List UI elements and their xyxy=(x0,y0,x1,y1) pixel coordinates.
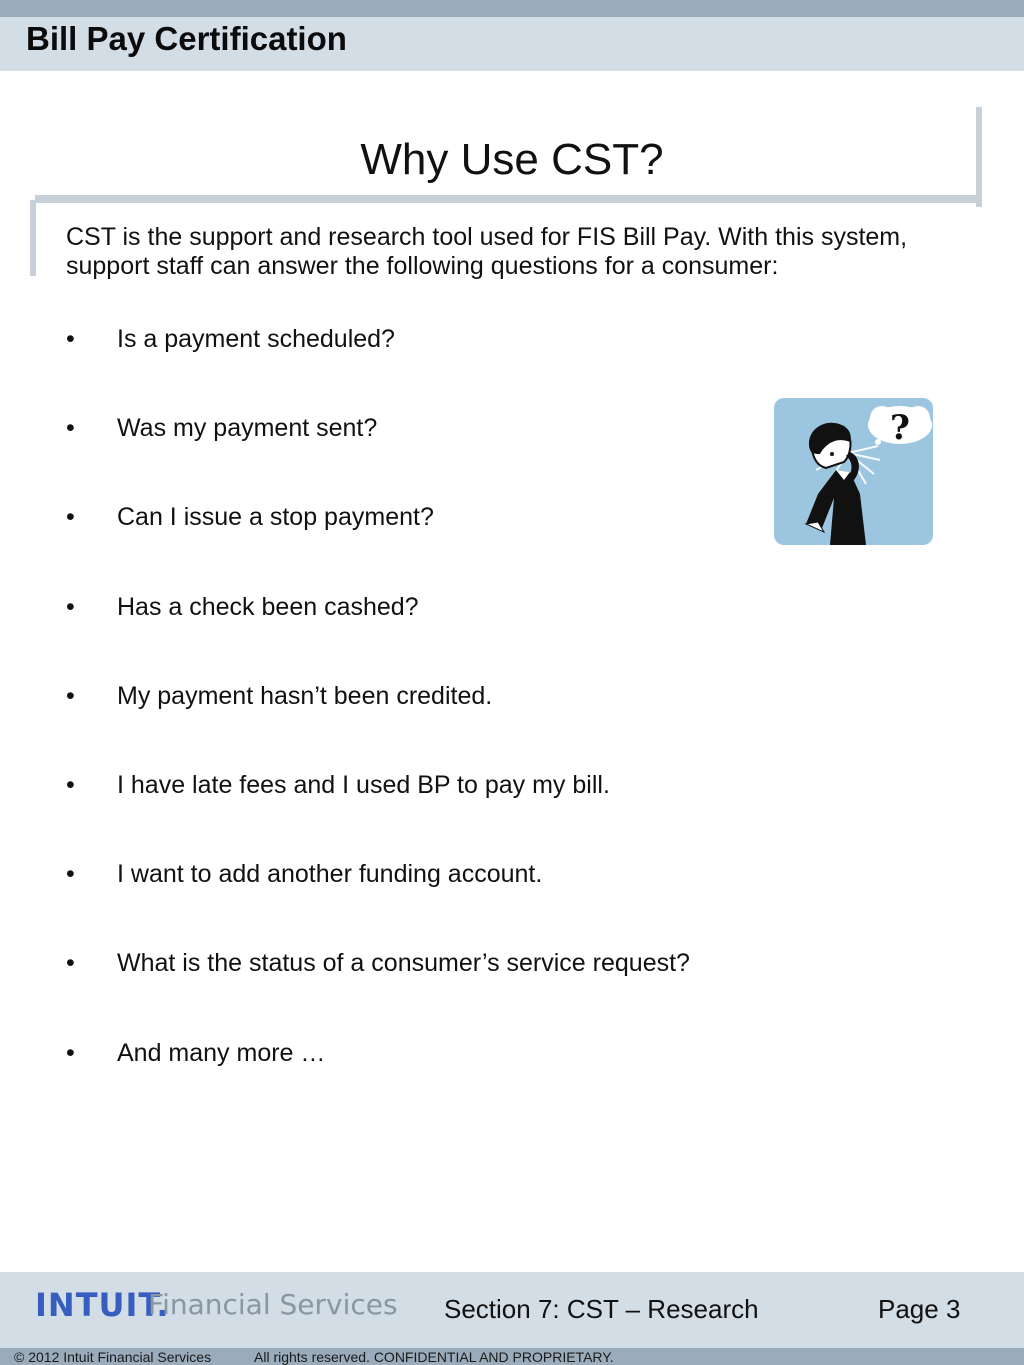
list-item-text: My payment hasn’t been credited. xyxy=(117,681,493,710)
bullet-icon: • xyxy=(66,1038,75,1067)
list-item-text: What is the status of a consumer’s service request? xyxy=(117,949,690,978)
list-item-text: I want to add another funding account. xyxy=(117,860,543,889)
document-title: Bill Pay Certification xyxy=(26,20,347,57)
title-frame-bottom xyxy=(35,195,982,203)
logo-financial-services: Financial Services xyxy=(148,1288,398,1321)
list-item-text: I have late fees and I used BP to pay my bill. xyxy=(117,770,610,799)
list-item-text: And many more … xyxy=(117,1038,326,1067)
question-mark: ? xyxy=(890,408,910,448)
bullet-icon: • xyxy=(66,414,75,443)
bullet-icon: • xyxy=(66,949,75,978)
bullet-icon: • xyxy=(66,592,75,621)
list-item-text: Is a payment scheduled? xyxy=(117,325,395,353)
intro-paragraph: CST is the support and research tool used for FIS Bill Pay. With this system, support staff can answer the following questions for a consumer: xyxy=(66,223,908,280)
confused-person-drawing xyxy=(774,398,933,545)
bullet-icon: • xyxy=(66,503,75,532)
logo-intuit-wordmark: INTUIT. xyxy=(35,1286,170,1324)
list-item-text: Can I issue a stop payment? xyxy=(117,503,434,532)
rights-text: All rights reserved. CONFIDENTIAL AND PROPRIETARY. xyxy=(254,1349,614,1365)
confused-person-question-icon xyxy=(774,398,933,545)
bullet-icon: • xyxy=(66,770,75,799)
bullet-icon: • xyxy=(66,681,75,710)
slide-title: Why Use CST? xyxy=(360,135,664,184)
copyright-text: © 2012 Intuit Financial Services xyxy=(14,1349,212,1365)
bullet-icon: • xyxy=(66,325,75,353)
bullet-icon: • xyxy=(66,860,75,889)
top-stripe xyxy=(0,0,1024,17)
list-item-text: Was my payment sent? xyxy=(117,414,378,443)
page-number: Page 3 xyxy=(878,1294,961,1324)
person xyxy=(806,423,866,545)
section-label: Section 7: CST – Research xyxy=(444,1294,759,1324)
list-item-text: Has a check been cashed? xyxy=(117,592,419,621)
title-frame-left xyxy=(30,200,36,276)
thought-bubble xyxy=(868,406,932,448)
